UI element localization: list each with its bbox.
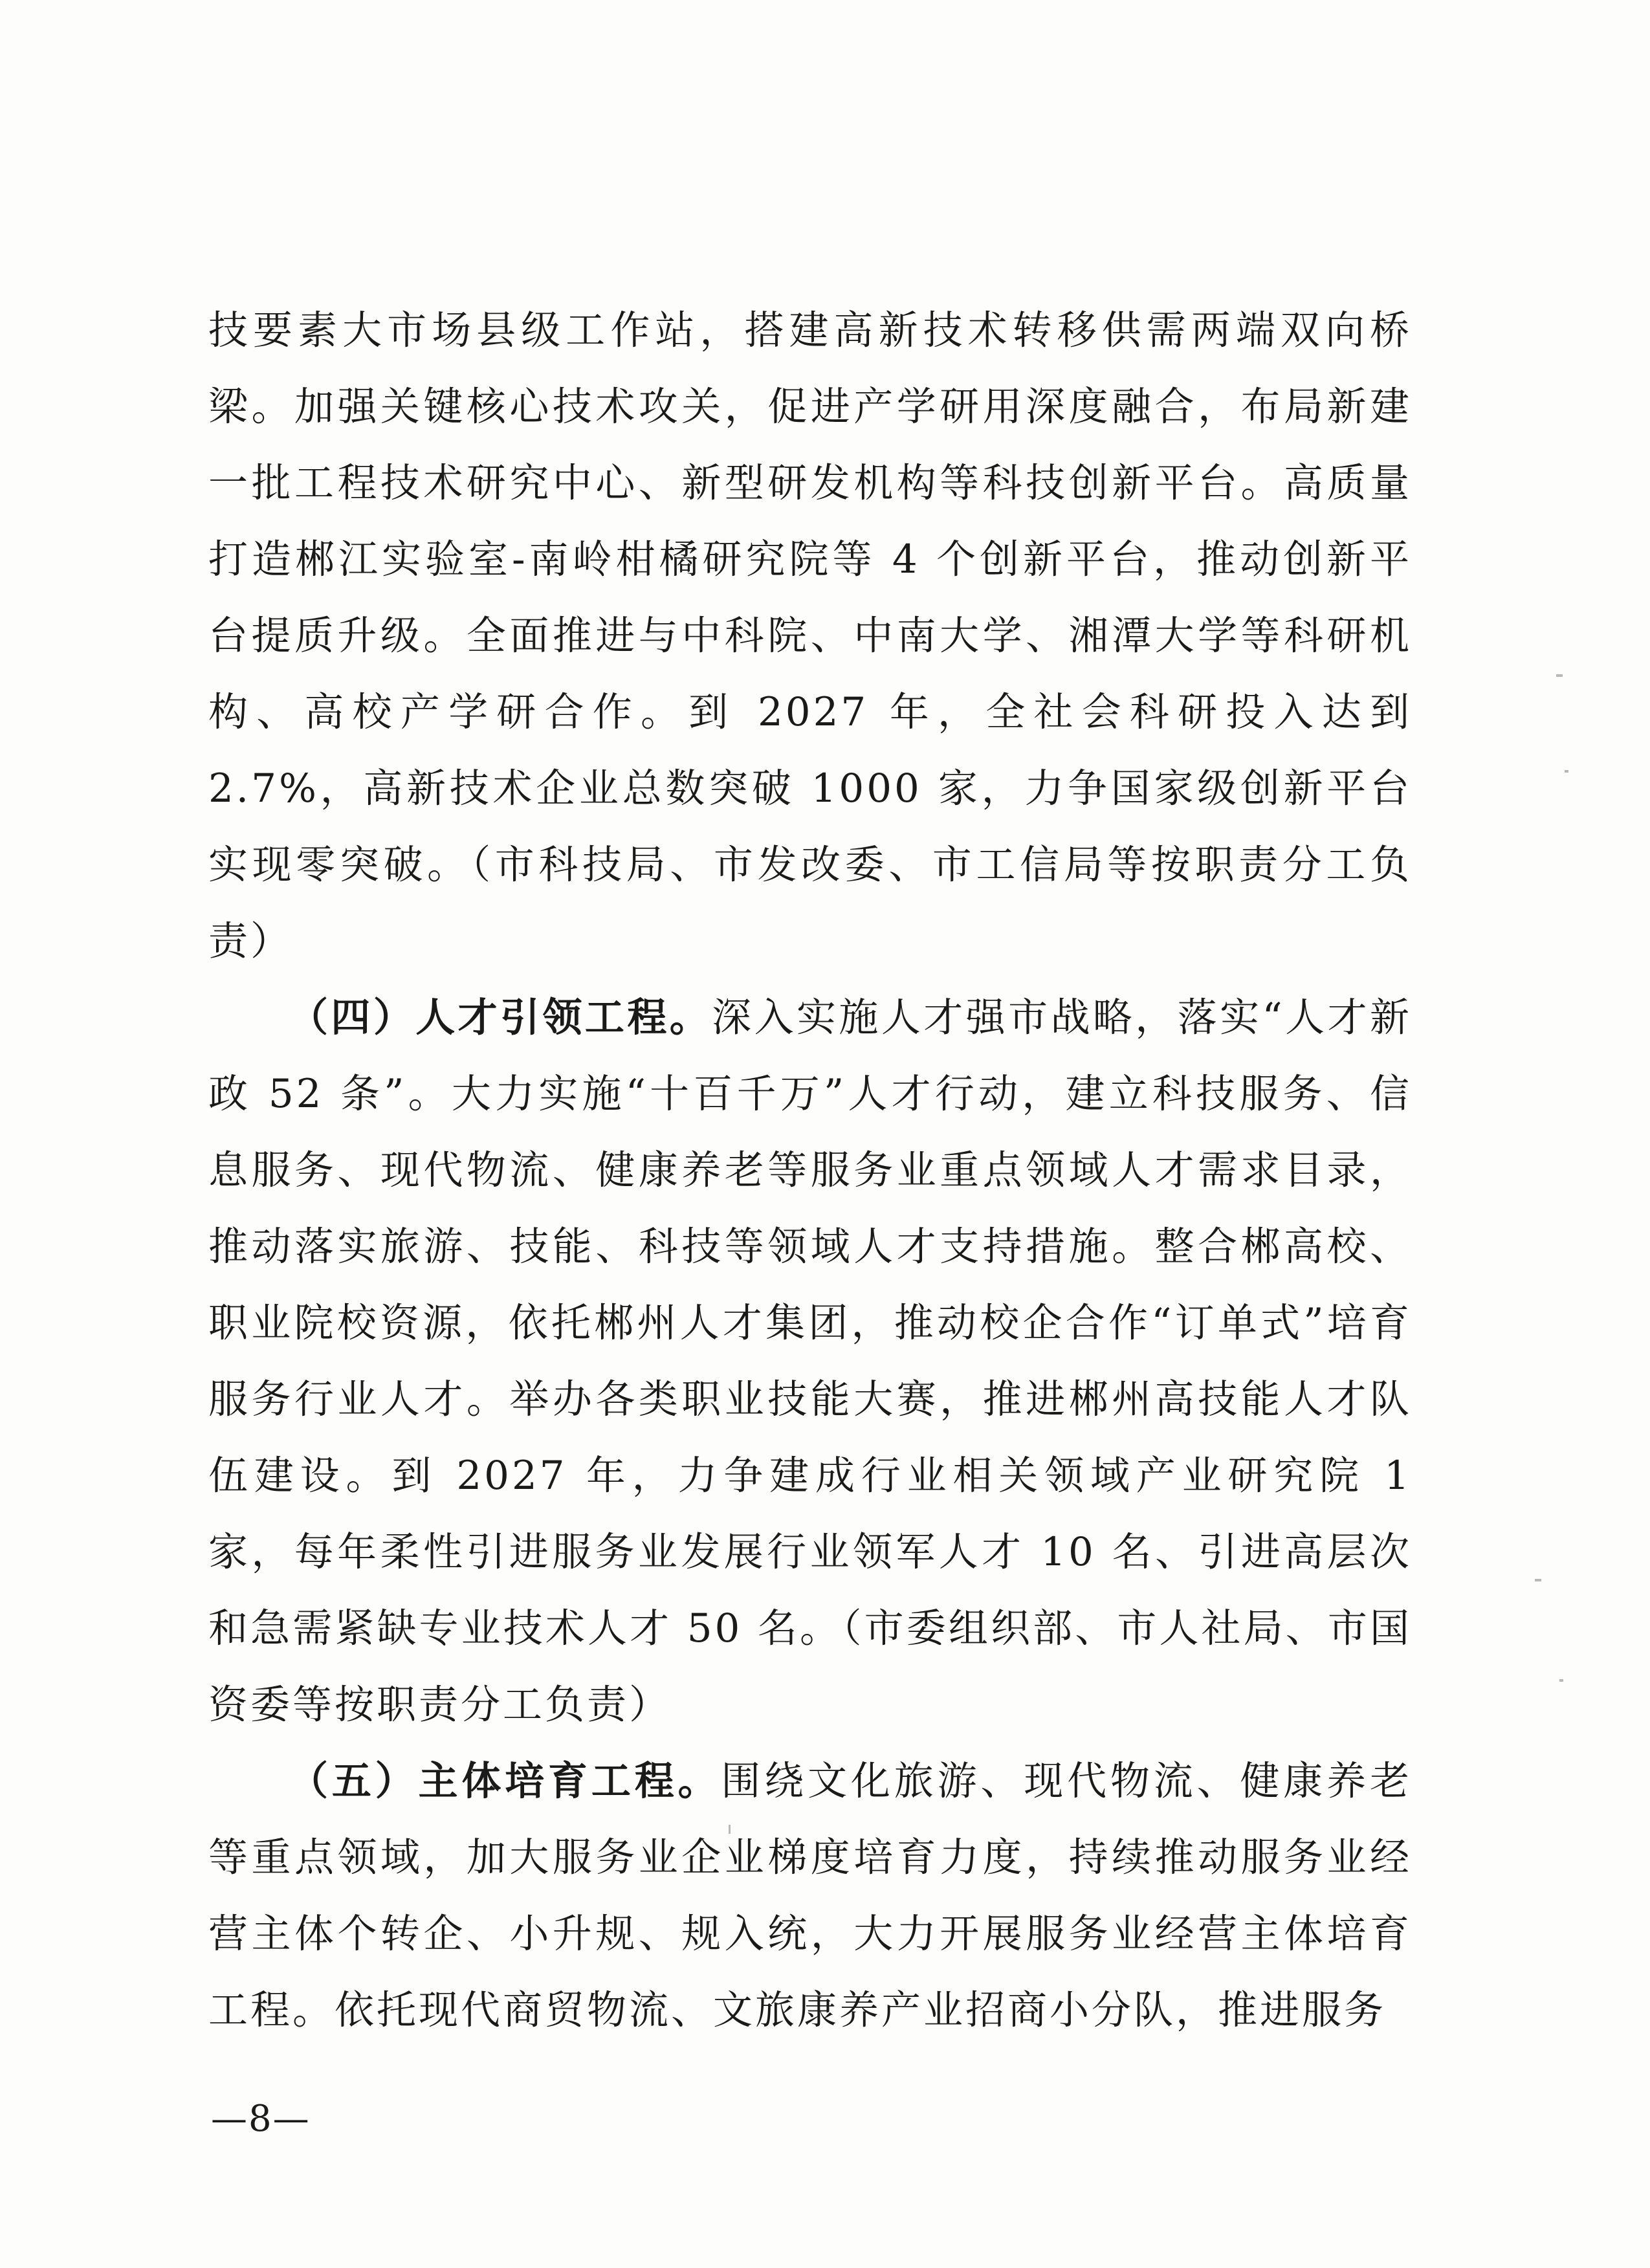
document-body	[208, 292, 1412, 2049]
section-heading-talent: （四）人才引领工程。	[289, 995, 712, 1040]
paragraph-body-text: 深入实施人才强市战略，落实“人才新政 52 条”。大力实施“十百千万”人才行动，建立科技服务、信息服务、现代物流、健康养老等服务业重点领域人才需求目录，推动落实旅游、技能、科技等领域人才支持措施。整合郴高校、职业院校资源，依托郴州人才集团，推动校企合作“订单式”培育服务行业人才。举办各类职业技能大赛，推进郴州高技能人才队伍建设。到 2027 年，力争建成行业相关领域产业研究院 1 家，每年柔性引进服务业发展行业领军人才 10 名、引进高层次和急需紧缺专业技术人才 50 名。（市委组织部、市人社局、市国资委等按职责分工负责）	[208, 995, 1412, 1728]
scan-speck	[1535, 1579, 1541, 1581]
section-heading-entity: （五）主体培育工程。	[289, 1758, 721, 1804]
scan-speck	[729, 1825, 731, 1834]
paragraph-body-text: 技要素大市场县级工作站，搭建高新技术转移供需两端双向桥梁。加强关键核心技术攻关，促进产学研用深度融合，布局新建一批工程技术研究中心、新型研发机构等科技创新平台。高质量打造郴江实验室-南岭柑橘研究院等 4 个创新平台，推动创新平台提质升级。全面推进与中科院、中南大学、湘潭大学等科研机构、高校产学研合作。到 2027 年，全社会科研投入达到 2.7%，高新技术企业总数突破 1000 家，力争国家级创新平台实现零突破。（市科技局、市发改委、市工信局等按职责分工负责）	[208, 307, 1412, 964]
paragraph-continued	[208, 292, 1412, 980]
scan-speck	[1556, 674, 1563, 677]
paragraph-entity-cultivation	[208, 1743, 1412, 2049]
paragraph-body-text: 围绕文化旅游、现代物流、健康养老等重点领域，加大服务业企业梯度培育力度，持续推动服务业经营主体个转企、小升规、规入统，大力开展服务业经营主体培育工程。依托现代商贸物流、文旅康养产业招商小分队，推进服务	[208, 1758, 1412, 2033]
scan-speck	[1565, 770, 1568, 773]
paragraph-talent-project	[208, 980, 1412, 1743]
scan-speck	[1559, 1679, 1563, 1682]
page-number: —8—	[211, 2098, 311, 2140]
